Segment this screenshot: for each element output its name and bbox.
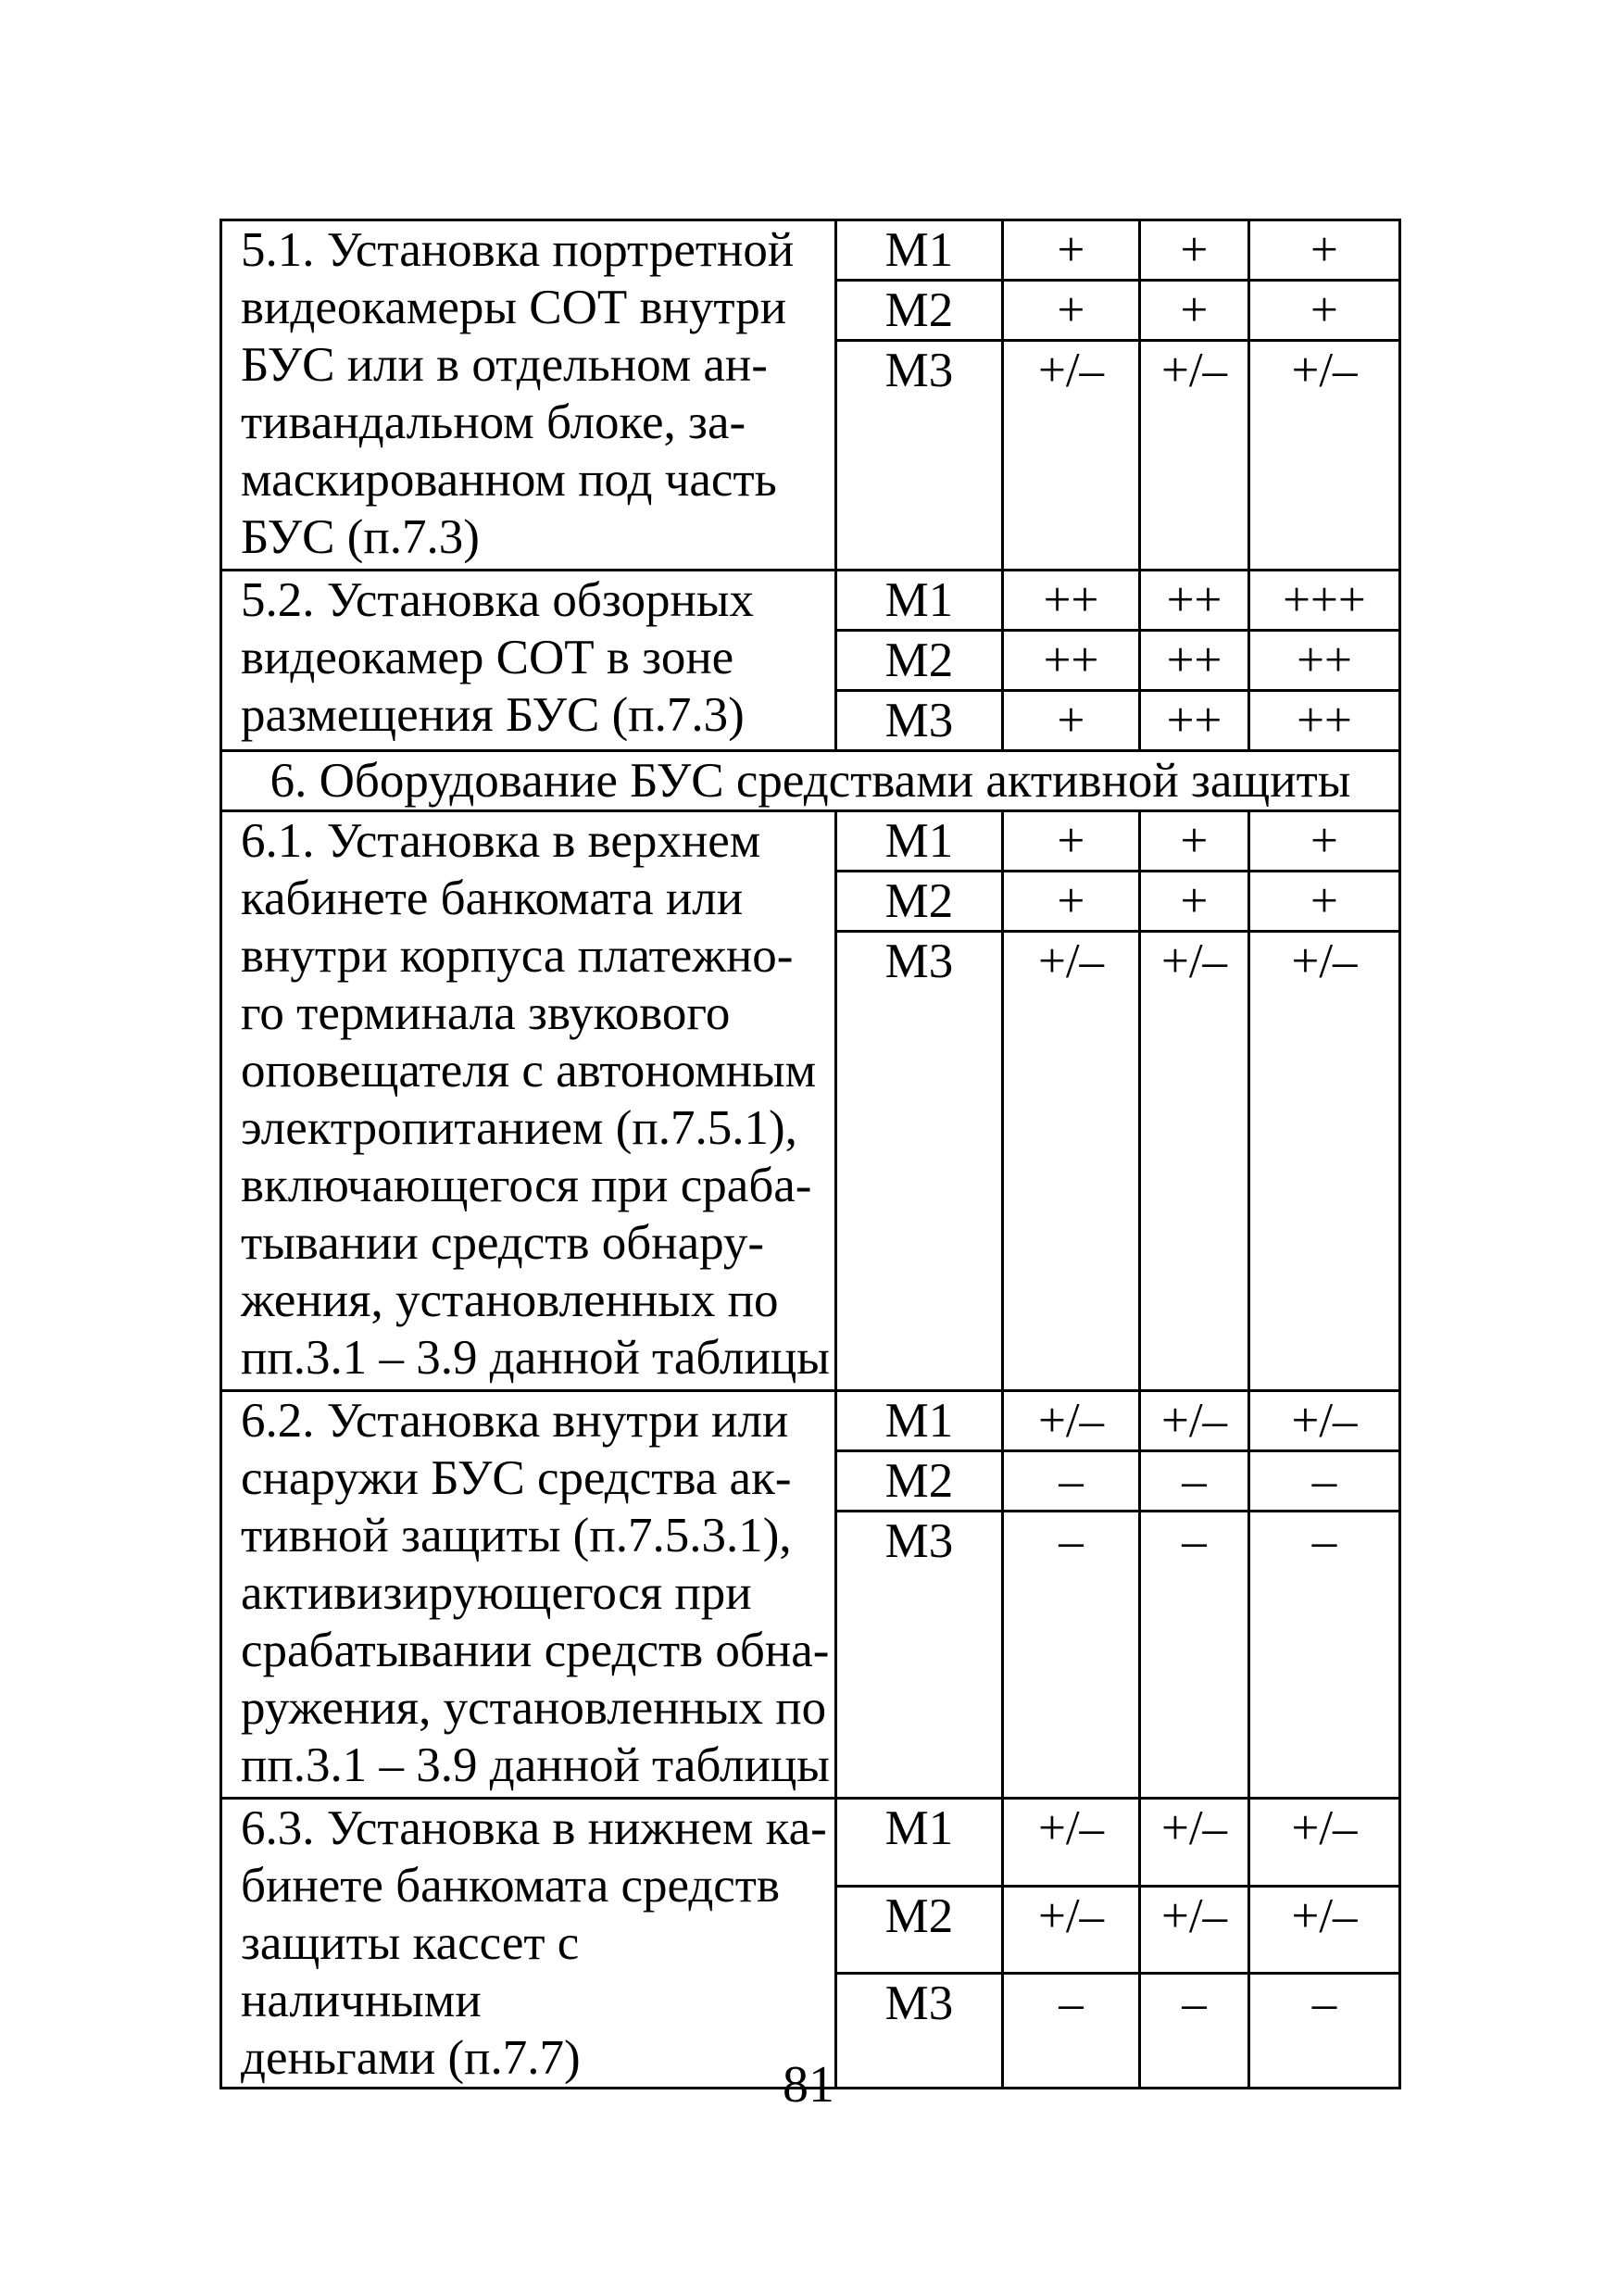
item-6-2-description: 6.2. Установка внутри или снаружи БУС средства ак- тивной защиты (п.7.5.3.1), активизирующегося при срабатывании средств обна- ружения, установленных по пп.3.1 – 3.9 данной таблицы xyxy=(221,1391,836,1799)
value-cell: ++ xyxy=(1003,631,1140,691)
value-cell: +/– xyxy=(1003,1886,1140,1974)
item-5-1-description: 5.1. Установка портретной видеокамеры СОТ внутри БУС или в отдельном ан- тивандальном блоке, за- маскированном под часть БУС (п.7.3) xyxy=(221,220,836,571)
value-cell: +/– xyxy=(1003,932,1140,1391)
mode-cell: М1 xyxy=(836,571,1003,631)
value-cell: – xyxy=(1249,1974,1400,2089)
value-cell: + xyxy=(1003,811,1140,872)
value-cell: +/– xyxy=(1249,1391,1400,1451)
value-cell: + xyxy=(1249,811,1400,872)
requirements-table xyxy=(219,219,1401,2089)
value-cell: – xyxy=(1003,1974,1140,2089)
mode-cell: М1 xyxy=(836,811,1003,872)
mode-cell: М2 xyxy=(836,1451,1003,1512)
mode-cell: М2 xyxy=(836,631,1003,691)
value-cell: – xyxy=(1003,1451,1140,1512)
value-cell: ++ xyxy=(1003,571,1140,631)
table-row xyxy=(221,811,1400,872)
value-cell: +/– xyxy=(1140,1886,1249,1974)
value-cell: + xyxy=(1249,220,1400,281)
mode-cell: М3 xyxy=(836,1512,1003,1799)
value-cell: ++ xyxy=(1140,691,1249,751)
value-cell: – xyxy=(1140,1512,1249,1799)
value-cell: + xyxy=(1140,281,1249,341)
mode-cell: М3 xyxy=(836,1974,1003,2089)
value-cell: – xyxy=(1249,1451,1400,1512)
table-row xyxy=(221,1391,1400,1451)
page-number: 81 xyxy=(783,2056,834,2114)
value-cell: – xyxy=(1249,1512,1400,1799)
value-cell: – xyxy=(1140,1974,1249,2089)
value-cell: +/– xyxy=(1003,1391,1140,1451)
mode-cell: М1 xyxy=(836,1799,1003,1887)
value-cell: + xyxy=(1003,691,1140,751)
value-cell: +/– xyxy=(1249,1886,1400,1974)
value-cell: +/– xyxy=(1140,1799,1249,1887)
mode-cell: М2 xyxy=(836,872,1003,932)
item-6-3-description: 6.3. Установка в нижнем ка- бинете банкомата средств защиты кассет с наличными деньгами (п.7.7) xyxy=(221,1799,836,2089)
section-row xyxy=(221,751,1400,811)
mode-cell: М1 xyxy=(836,220,1003,281)
value-cell: +/– xyxy=(1249,341,1400,571)
value-cell: + xyxy=(1140,220,1249,281)
value-cell: +/– xyxy=(1140,1391,1249,1451)
value-cell: +++ xyxy=(1249,571,1400,631)
mode-cell: М3 xyxy=(836,341,1003,571)
value-cell: + xyxy=(1249,872,1400,932)
mode-cell: М3 xyxy=(836,691,1003,751)
value-cell: +/– xyxy=(1140,932,1249,1391)
mode-cell: М1 xyxy=(836,1391,1003,1451)
value-cell: + xyxy=(1140,872,1249,932)
value-cell: + xyxy=(1140,811,1249,872)
value-cell: +/– xyxy=(1249,932,1400,1391)
value-cell: +/– xyxy=(1140,341,1249,571)
item-5-2-description: 5.2. Установка обзорных видеокамер СОТ в зоне размещения БУС (п.7.3) xyxy=(221,571,836,751)
value-cell: – xyxy=(1140,1451,1249,1512)
mode-cell: М2 xyxy=(836,1886,1003,1974)
value-cell: ++ xyxy=(1249,691,1400,751)
value-cell: + xyxy=(1249,281,1400,341)
mode-cell: М2 xyxy=(836,281,1003,341)
value-cell: + xyxy=(1003,872,1140,932)
table-row xyxy=(221,1799,1400,1887)
value-cell: – xyxy=(1003,1512,1140,1799)
value-cell: ++ xyxy=(1140,631,1249,691)
mode-cell: М3 xyxy=(836,932,1003,1391)
value-cell: +/– xyxy=(1249,1799,1400,1887)
value-cell: +/– xyxy=(1003,341,1140,571)
table-row xyxy=(221,220,1400,281)
value-cell: + xyxy=(1003,220,1140,281)
value-cell: +/– xyxy=(1003,1799,1140,1887)
section-heading: 6. Оборудование БУС средствами активной защиты xyxy=(221,751,1400,811)
value-cell: + xyxy=(1003,281,1140,341)
value-cell: ++ xyxy=(1140,571,1249,631)
table-row xyxy=(221,571,1400,631)
item-6-1-description: 6.1. Установка в верхнем кабинете банкомата или внутри корпуса платежно- го терминала звукового оповещателя с автономным электропитанием (п.7.5.1), включающегося при сраба- тывании средств обнару- жения, установленных по пп.3.1 – 3.9 данной таблицы xyxy=(221,811,836,1391)
value-cell: ++ xyxy=(1249,631,1400,691)
